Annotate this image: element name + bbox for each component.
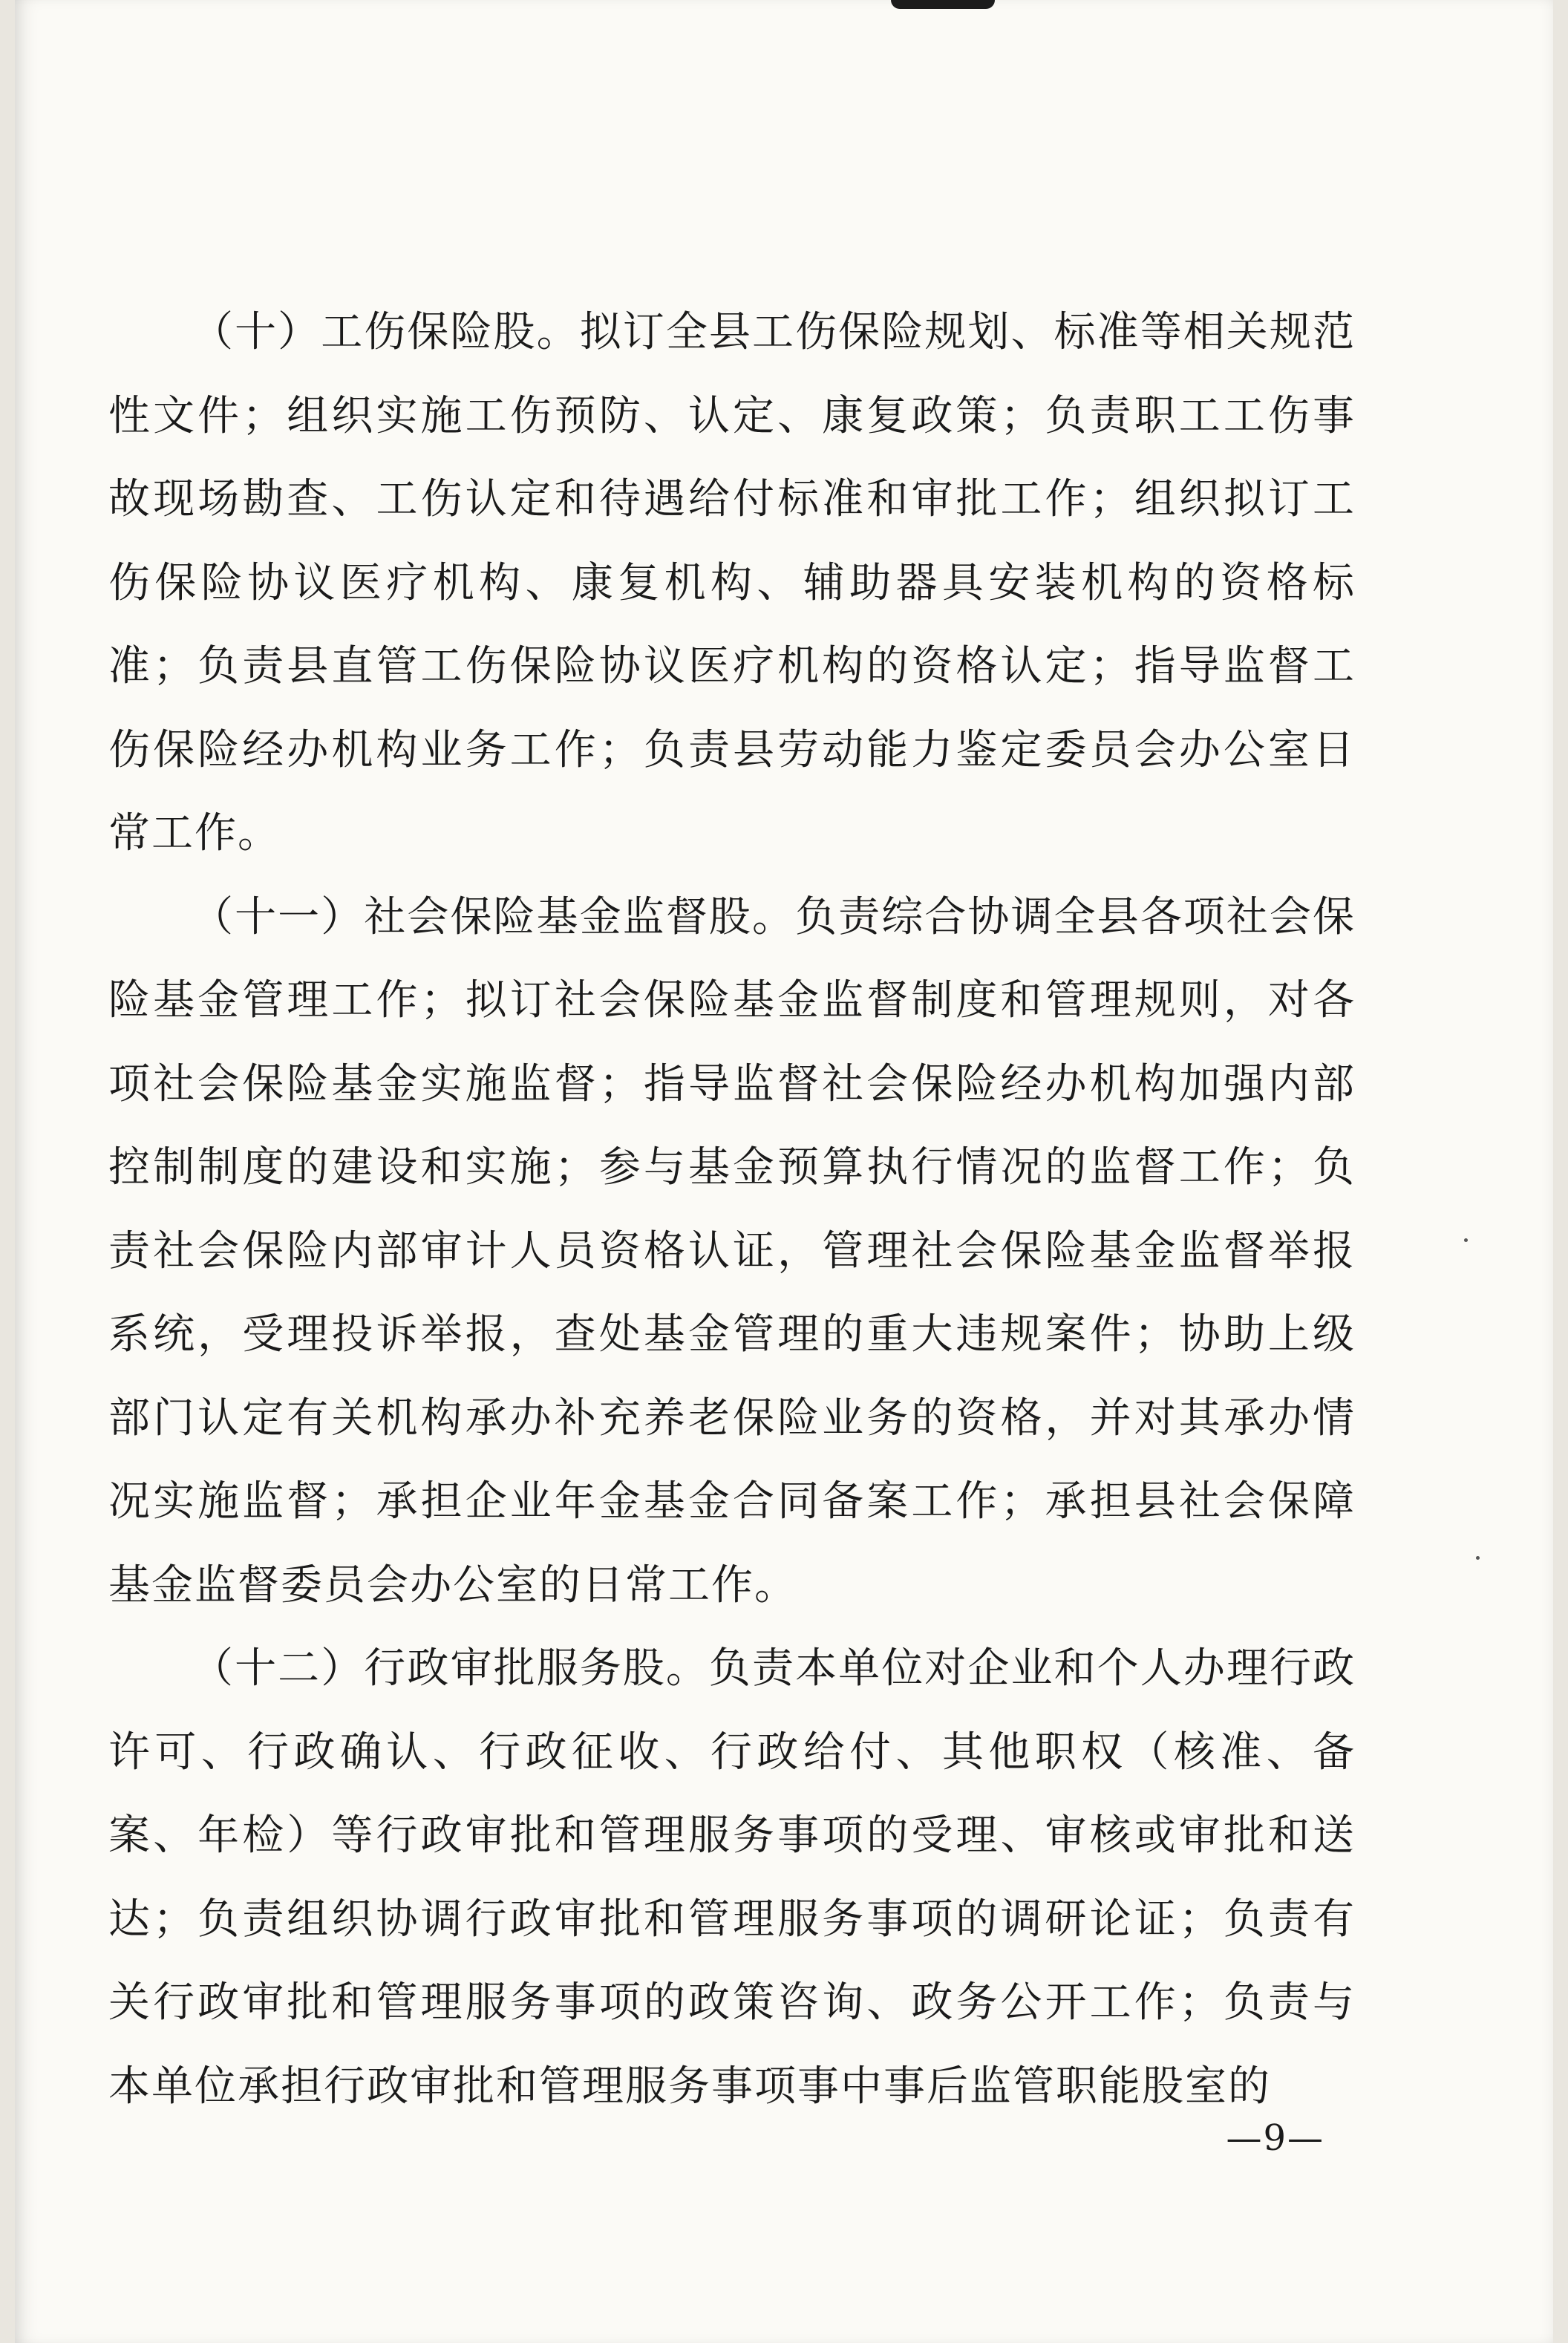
scan-binding-shadow bbox=[891, 0, 995, 9]
scan-speck bbox=[1476, 1556, 1480, 1560]
paragraph-fund-supervision: （十一）社会保险基金监督股。负责综合协调全县各项社会保险基金管理工作；拟订社会保险基金监督制度和管理规则，对各项社会保险基金实施监督；指导监督社会保险经办机构加强内部控制制度的建设和实施；参与基金预算执行情况的监督工作；负责社会保险内部审计人员资格认证，管理社会保险基金监督举报系统，受理投诉举报，查处基金管理的重大违规案件；协助上级部门认定有关机构承办补充养老保险业务的资格，并对其承办情况实施监督；承担企业年金基金合同备案工作；承担县社会保障基金监督委员会办公室的日常工作。 bbox=[108, 892, 1356, 1610]
page-number: —9— bbox=[1226, 2117, 1324, 2159]
paragraph-administrative-approval: （十二）行政审批服务股。负责本单位对企业和个人办理行政许可、行政确认、行政征收、行政给付、其他职权（核准、备案、年检）等行政审批和管理服务事项的受理、审核或审批和送达；负责组织协调行政审批和管理服务事项的调研论证；负责有关行政审批和管理服务事项的政策咨询、政务公开工作；负责与本单位承担行政审批和管理服务事项事中事后监管职能股室的 bbox=[108, 1644, 1356, 2111]
document-body bbox=[108, 291, 1356, 2128]
document-page bbox=[15, 0, 1553, 2343]
paragraph-work-injury-insurance: （十）工伤保险股。拟订全县工伤保险规划、标准等相关规范性文件；组织实施工伤预防、认定、康复政策；负责职工工伤事故现场勘查、工伤认定和待遇给付标准和审批工作；组织拟订工伤保险协议医疗机构、康复机构、辅助器具安装机构的资格标准；负责县直管工伤保险协议医疗机构的资格认定；指导监督工伤保险经办机构业务工作；负责县劳动能力鉴定委员会办公室日常工作。 bbox=[108, 308, 1356, 857]
scan-speck bbox=[1464, 1238, 1468, 1242]
